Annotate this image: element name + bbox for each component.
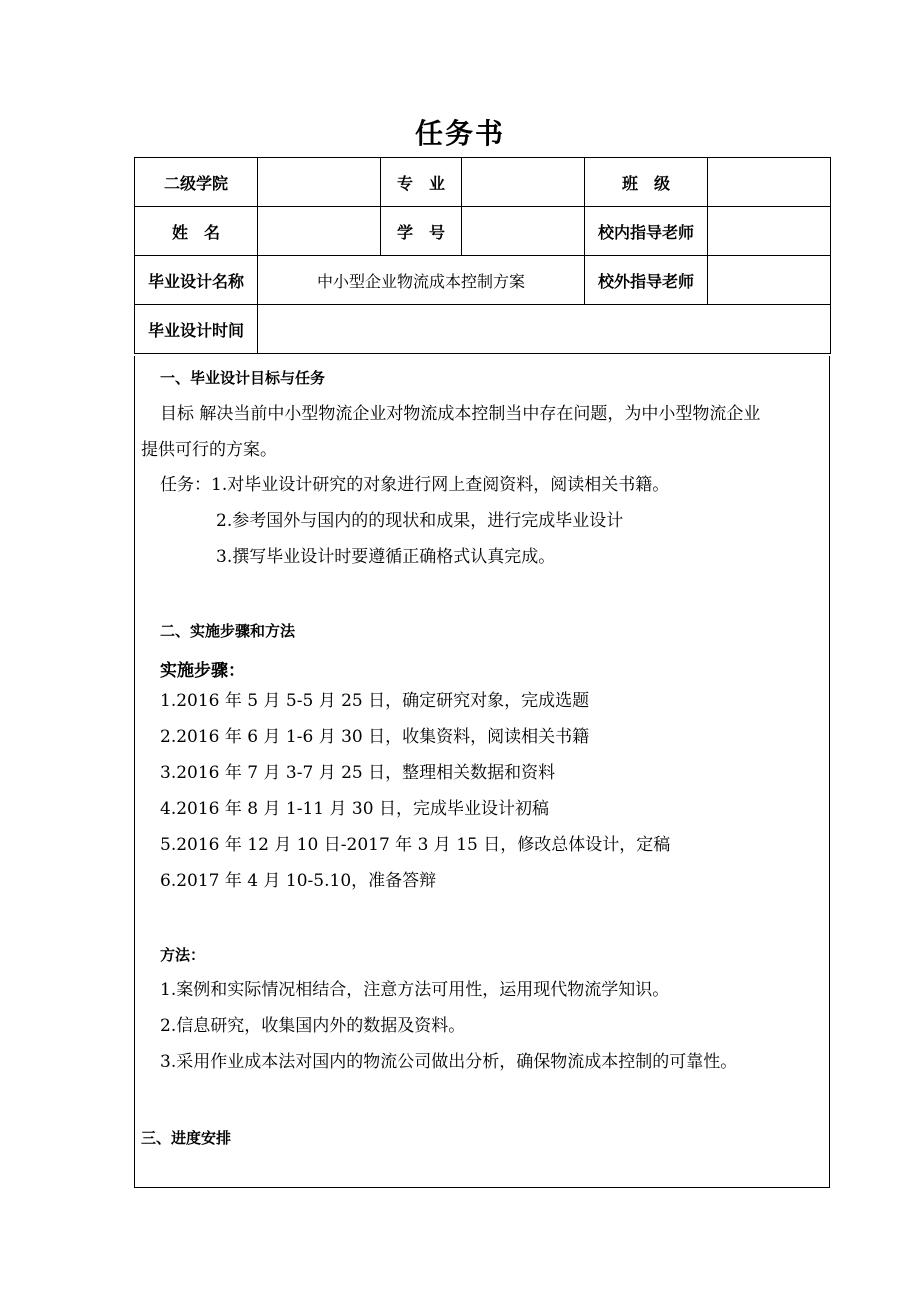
task-item-1: 任务：1.对毕业设计研究的对象进行网上查阅资料，阅读相关书籍。 (160, 475, 670, 495)
form-row-1 (135, 158, 831, 207)
internal-advisor-field[interactable] (708, 207, 831, 256)
methods-label: 方法： (160, 946, 206, 964)
name-field[interactable] (258, 207, 381, 256)
task-item-2: 2.参考国外与国内的的现状和成果，进行完成毕业设计 (216, 511, 624, 531)
method-item: 3.采用作业成本法对国内的物流公司做出分析，确保物流成本控制的可靠性。 (160, 1052, 738, 1072)
method-item: 1.案例和实际情况相结合，注意方法可用性，运用现代物流学知识。 (160, 980, 670, 1000)
document-title: 任务书 (414, 117, 505, 150)
step-item: 6.2017 年 4 月 10-5.10，准备答辩 (160, 871, 437, 891)
step-item: 1.2016 年 5 月 5-5 月 25 日，确定研究对象，完成选题 (160, 691, 590, 711)
internal-advisor-label: 校内指导老师 (585, 207, 708, 256)
method-item: 2.信息研究，收集国内外的数据及资料。 (160, 1016, 466, 1036)
step-item: 2.2016 年 6 月 1-6 月 30 日，收集资料，阅读相关书籍 (160, 727, 590, 747)
goal-line-2: 提供可行的方案。 (141, 440, 277, 460)
college-label: 二级学院 (135, 158, 258, 207)
form-row-3 (135, 256, 831, 305)
external-advisor-field[interactable] (708, 256, 831, 305)
step-item: 3.2016 年 7 月 3-7 月 25 日，整理相关数据和资料 (160, 763, 556, 783)
section3-heading: 三、进度安排 (141, 1129, 232, 1147)
external-advisor-label: 校外指导老师 (585, 256, 708, 305)
info-form-table (134, 157, 831, 354)
form-row-4 (135, 305, 831, 354)
student-id-field[interactable] (462, 207, 585, 256)
major-field[interactable] (462, 158, 585, 207)
goal-line-1: 目标 解决当前中小型物流企业对物流成本控制当中存在问题，为中小型物流企业 (160, 404, 761, 424)
college-field[interactable] (258, 158, 381, 207)
section1-heading: 一、毕业设计目标与任务 (160, 369, 326, 387)
design-name-label: 毕业设计名称 (135, 256, 258, 305)
design-name-field[interactable]: 中小型企业物流成本控制方案 (258, 256, 585, 305)
form-row-2 (135, 207, 831, 256)
step-item: 4.2016 年 8 月 1-11 月 30 日，完成毕业设计初稿 (160, 799, 549, 819)
design-time-label: 毕业设计时间 (135, 305, 258, 354)
name-label: 姓 名 (135, 207, 258, 256)
steps-label: 实施步骤： (160, 661, 245, 681)
section2-heading: 二、实施步骤和方法 (160, 622, 296, 640)
major-label: 专 业 (381, 158, 462, 207)
class-field[interactable] (708, 158, 831, 207)
task-item-3: 3.撰写毕业设计时要遵循正确格式认真完成。 (216, 547, 556, 567)
class-label: 班 级 (585, 158, 708, 207)
step-item: 5.2016 年 12 月 10 日-2017 年 3 月 15 日，修改总体设计，定稿 (160, 835, 671, 855)
design-time-field[interactable] (258, 305, 831, 354)
student-id-label: 学 号 (381, 207, 462, 256)
